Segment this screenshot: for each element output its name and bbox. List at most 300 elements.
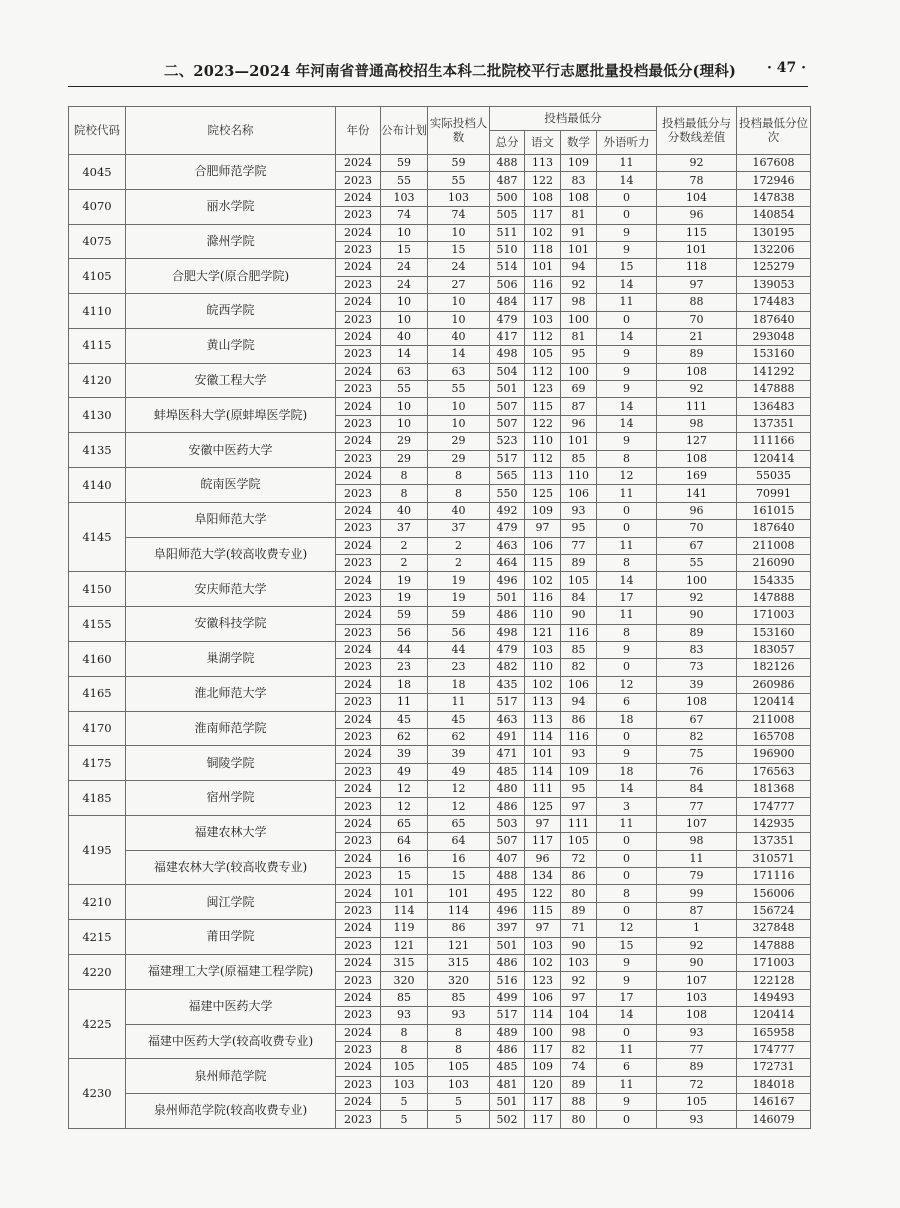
cell-total: 486 xyxy=(490,607,525,624)
cell-total: 504 xyxy=(490,363,525,380)
cell-chinese: 102 xyxy=(525,954,561,971)
cell-plan: 37 xyxy=(381,520,428,537)
cell-chinese: 112 xyxy=(525,450,561,467)
institution-code: 4115 xyxy=(69,328,126,363)
institution-name: 福建农林大学(较高收费专业) xyxy=(126,850,336,885)
col-rank-label: 投档最低分位次 xyxy=(739,116,808,144)
institution-name: 福建农林大学 xyxy=(126,815,336,850)
cell-actual: 19 xyxy=(428,572,490,589)
cell-math: 92 xyxy=(561,972,597,989)
cell-actual: 18 xyxy=(428,676,490,693)
cell-diff: 73 xyxy=(657,659,737,676)
cell-total: 523 xyxy=(490,433,525,450)
cell-math: 94 xyxy=(561,259,597,276)
cell-rank: 176563 xyxy=(737,763,811,780)
cell-rank: 174777 xyxy=(737,798,811,815)
cell-listening: 11 xyxy=(597,815,657,832)
cell-diff: 89 xyxy=(657,624,737,641)
cell-rank: 142935 xyxy=(737,815,811,832)
cell-plan: 55 xyxy=(381,172,428,189)
cell-diff: 96 xyxy=(657,502,737,519)
cell-year: 2024 xyxy=(336,815,381,832)
institution-code: 4230 xyxy=(69,1059,126,1129)
cell-diff: 67 xyxy=(657,711,737,728)
cell-math: 85 xyxy=(561,641,597,658)
cell-diff: 93 xyxy=(657,1111,737,1128)
cell-total: 480 xyxy=(490,781,525,798)
cell-listening: 9 xyxy=(597,954,657,971)
cell-rank: 196900 xyxy=(737,746,811,763)
cell-actual: 12 xyxy=(428,781,490,798)
cell-chinese: 102 xyxy=(525,224,561,241)
cell-math: 97 xyxy=(561,989,597,1006)
institution-code: 4105 xyxy=(69,259,126,294)
cell-plan: 5 xyxy=(381,1111,428,1128)
cell-chinese: 122 xyxy=(525,885,561,902)
cell-listening: 11 xyxy=(597,294,657,311)
cell-listening: 11 xyxy=(597,537,657,554)
cell-plan: 59 xyxy=(381,607,428,624)
cell-rank: 165708 xyxy=(737,728,811,745)
cell-listening: 6 xyxy=(597,1059,657,1076)
cell-math: 90 xyxy=(561,937,597,954)
cell-chinese: 115 xyxy=(525,902,561,919)
cell-math: 101 xyxy=(561,241,597,258)
cell-plan: 16 xyxy=(381,850,428,867)
cell-chinese: 103 xyxy=(525,641,561,658)
cell-math: 106 xyxy=(561,485,597,502)
cell-math: 86 xyxy=(561,711,597,728)
cell-chinese: 101 xyxy=(525,259,561,276)
cell-total: 503 xyxy=(490,815,525,832)
cell-math: 74 xyxy=(561,1059,597,1076)
cell-total: 498 xyxy=(490,346,525,363)
cell-year: 2024 xyxy=(336,572,381,589)
institution-name: 宿州学院 xyxy=(126,781,336,816)
cell-actual: 93 xyxy=(428,1007,490,1024)
cell-actual: 10 xyxy=(428,398,490,415)
cell-actual: 10 xyxy=(428,294,490,311)
cell-plan: 101 xyxy=(381,885,428,902)
cell-diff: 92 xyxy=(657,381,737,398)
cell-actual: 15 xyxy=(428,241,490,258)
cell-plan: 14 xyxy=(381,346,428,363)
cell-plan: 10 xyxy=(381,415,428,432)
cell-actual: 23 xyxy=(428,659,490,676)
cell-year: 2023 xyxy=(336,172,381,189)
institution-code: 4185 xyxy=(69,781,126,816)
cell-plan: 24 xyxy=(381,276,428,293)
cell-listening: 12 xyxy=(597,920,657,937)
cell-listening: 0 xyxy=(597,659,657,676)
cell-chinese: 117 xyxy=(525,294,561,311)
institution-name: 莆田学院 xyxy=(126,920,336,955)
cell-chinese: 111 xyxy=(525,781,561,798)
cell-diff: 108 xyxy=(657,450,737,467)
institution-name: 皖南医学院 xyxy=(126,468,336,503)
cell-diff: 70 xyxy=(657,311,737,328)
cell-rank: 174777 xyxy=(737,1041,811,1058)
cell-diff: 84 xyxy=(657,781,737,798)
cell-listening: 14 xyxy=(597,781,657,798)
table-row xyxy=(69,189,811,206)
cell-chinese: 110 xyxy=(525,659,561,676)
cell-diff: 127 xyxy=(657,433,737,450)
cell-year: 2023 xyxy=(336,311,381,328)
cell-plan: 93 xyxy=(381,1007,428,1024)
cell-listening: 0 xyxy=(597,520,657,537)
cell-rank: 154335 xyxy=(737,572,811,589)
cell-listening: 0 xyxy=(597,902,657,919)
cell-math: 92 xyxy=(561,276,597,293)
cell-plan: 320 xyxy=(381,972,428,989)
col-listening-header: 外语听力 xyxy=(597,131,657,155)
cell-rank: 183057 xyxy=(737,641,811,658)
cell-rank: 172946 xyxy=(737,172,811,189)
cell-math: 82 xyxy=(561,1041,597,1058)
cell-rank: 130195 xyxy=(737,224,811,241)
cell-diff: 76 xyxy=(657,763,737,780)
cell-rank: 153160 xyxy=(737,346,811,363)
cell-chinese: 96 xyxy=(525,850,561,867)
col-rank-header xyxy=(737,107,811,155)
cell-actual: 12 xyxy=(428,798,490,815)
cell-actual: 15 xyxy=(428,868,490,885)
cell-chinese: 123 xyxy=(525,381,561,398)
institution-code: 4110 xyxy=(69,294,126,329)
institution-code: 4145 xyxy=(69,502,126,572)
cell-rank: 147838 xyxy=(737,189,811,206)
cell-diff: 101 xyxy=(657,241,737,258)
cell-diff: 107 xyxy=(657,972,737,989)
cell-math: 95 xyxy=(561,346,597,363)
cell-plan: 10 xyxy=(381,311,428,328)
cell-diff: 141 xyxy=(657,485,737,502)
cell-actual: 19 xyxy=(428,589,490,606)
cell-listening: 9 xyxy=(597,972,657,989)
cell-math: 81 xyxy=(561,207,597,224)
cell-actual: 10 xyxy=(428,311,490,328)
institution-name: 合肥师范学院 xyxy=(126,155,336,190)
cell-rank: 211008 xyxy=(737,711,811,728)
cell-rank: 171116 xyxy=(737,868,811,885)
cell-total: 487 xyxy=(490,172,525,189)
cell-plan: 18 xyxy=(381,676,428,693)
institution-code: 4225 xyxy=(69,989,126,1059)
institution-code: 4220 xyxy=(69,954,126,989)
cell-plan: 8 xyxy=(381,1041,428,1058)
cell-year: 2023 xyxy=(336,659,381,676)
cell-math: 77 xyxy=(561,537,597,554)
cell-listening: 0 xyxy=(597,502,657,519)
cell-math: 108 xyxy=(561,189,597,206)
cell-math: 116 xyxy=(561,728,597,745)
cell-year: 2024 xyxy=(336,781,381,798)
table-row xyxy=(69,1024,811,1041)
cell-diff: 97 xyxy=(657,276,737,293)
cell-plan: 23 xyxy=(381,659,428,676)
cell-chinese: 102 xyxy=(525,676,561,693)
col-diff-header xyxy=(657,107,737,155)
cell-listening: 9 xyxy=(597,363,657,380)
table-row xyxy=(69,746,811,763)
cell-listening: 14 xyxy=(597,328,657,345)
cell-actual: 105 xyxy=(428,1059,490,1076)
cell-year: 2024 xyxy=(336,1024,381,1041)
cell-total: 463 xyxy=(490,711,525,728)
cell-math: 85 xyxy=(561,450,597,467)
cell-math: 110 xyxy=(561,468,597,485)
cell-diff: 103 xyxy=(657,989,737,1006)
cell-year: 2024 xyxy=(336,676,381,693)
cell-listening: 15 xyxy=(597,259,657,276)
cell-plan: 59 xyxy=(381,155,428,172)
cell-rank: 172731 xyxy=(737,1059,811,1076)
cell-listening: 0 xyxy=(597,207,657,224)
cell-year: 2023 xyxy=(336,763,381,780)
cell-year: 2024 xyxy=(336,328,381,345)
cell-listening: 14 xyxy=(597,398,657,415)
institution-name: 淮南师范学院 xyxy=(126,711,336,746)
cell-actual: 2 xyxy=(428,537,490,554)
col-actual-label: 实际投档人数 xyxy=(429,116,488,144)
cell-listening: 0 xyxy=(597,189,657,206)
cell-rank: 147888 xyxy=(737,589,811,606)
cell-actual: 37 xyxy=(428,520,490,537)
cell-plan: 12 xyxy=(381,798,428,815)
cell-total: 496 xyxy=(490,572,525,589)
cell-rank: 140854 xyxy=(737,207,811,224)
cell-listening: 11 xyxy=(597,485,657,502)
cell-actual: 103 xyxy=(428,189,490,206)
cell-listening: 0 xyxy=(597,833,657,850)
cell-actual: 59 xyxy=(428,607,490,624)
cell-chinese: 125 xyxy=(525,798,561,815)
cell-plan: 10 xyxy=(381,224,428,241)
cell-math: 103 xyxy=(561,954,597,971)
cell-total: 397 xyxy=(490,920,525,937)
cell-plan: 56 xyxy=(381,624,428,641)
cell-listening: 15 xyxy=(597,937,657,954)
cell-math: 69 xyxy=(561,381,597,398)
table-row xyxy=(69,572,811,589)
cell-listening: 0 xyxy=(597,868,657,885)
cell-chinese: 109 xyxy=(525,1059,561,1076)
table-row xyxy=(69,537,811,554)
cell-year: 2024 xyxy=(336,1059,381,1076)
institution-name: 丽水学院 xyxy=(126,189,336,224)
cell-math: 71 xyxy=(561,920,597,937)
cell-chinese: 117 xyxy=(525,833,561,850)
institution-name: 福建中医药大学(较高收费专业) xyxy=(126,1024,336,1059)
table-row xyxy=(69,468,811,485)
cell-rank: 136483 xyxy=(737,398,811,415)
cell-diff: 118 xyxy=(657,259,737,276)
cell-year: 2024 xyxy=(336,850,381,867)
cell-total: 506 xyxy=(490,276,525,293)
institution-name: 泉州师范学院 xyxy=(126,1059,336,1094)
cell-listening: 9 xyxy=(597,241,657,258)
cell-chinese: 117 xyxy=(525,1041,561,1058)
cell-year: 2024 xyxy=(336,259,381,276)
cell-chinese: 120 xyxy=(525,1076,561,1093)
institution-code: 4165 xyxy=(69,676,126,711)
cell-diff: 98 xyxy=(657,415,737,432)
cell-actual: 24 xyxy=(428,259,490,276)
table-row xyxy=(69,328,811,345)
cell-rank: 55035 xyxy=(737,468,811,485)
cell-diff: 82 xyxy=(657,728,737,745)
cell-diff: 169 xyxy=(657,468,737,485)
cell-listening: 8 xyxy=(597,554,657,571)
cell-rank: 120414 xyxy=(737,1007,811,1024)
cell-actual: 40 xyxy=(428,502,490,519)
cell-diff: 115 xyxy=(657,224,737,241)
cell-actual: 27 xyxy=(428,276,490,293)
cell-chinese: 118 xyxy=(525,241,561,258)
cell-diff: 92 xyxy=(657,155,737,172)
cell-listening: 11 xyxy=(597,1041,657,1058)
cell-chinese: 112 xyxy=(525,363,561,380)
cell-listening: 8 xyxy=(597,450,657,467)
cell-listening: 0 xyxy=(597,850,657,867)
cell-total: 486 xyxy=(490,798,525,815)
cell-actual: 74 xyxy=(428,207,490,224)
cell-chinese: 114 xyxy=(525,1007,561,1024)
table-row xyxy=(69,676,811,693)
institution-name: 闽江学院 xyxy=(126,885,336,920)
cell-diff: 77 xyxy=(657,798,737,815)
cell-year: 2024 xyxy=(336,363,381,380)
cell-rank: 293048 xyxy=(737,328,811,345)
cell-year: 2023 xyxy=(336,589,381,606)
table-row xyxy=(69,294,811,311)
cell-plan: 8 xyxy=(381,485,428,502)
cell-rank: 120414 xyxy=(737,694,811,711)
cell-total: 507 xyxy=(490,833,525,850)
cell-year: 2023 xyxy=(336,833,381,850)
cell-plan: 5 xyxy=(381,1094,428,1111)
institution-name: 巢湖学院 xyxy=(126,641,336,676)
cell-math: 96 xyxy=(561,415,597,432)
cell-chinese: 102 xyxy=(525,572,561,589)
cell-chinese: 114 xyxy=(525,728,561,745)
cell-diff: 77 xyxy=(657,1041,737,1058)
institution-name: 阜阳师范大学 xyxy=(126,502,336,537)
cell-plan: 44 xyxy=(381,641,428,658)
institution-code: 4195 xyxy=(69,815,126,885)
cell-total: 498 xyxy=(490,624,525,641)
cell-rank: 182126 xyxy=(737,659,811,676)
cell-chinese: 101 xyxy=(525,746,561,763)
cell-chinese: 122 xyxy=(525,415,561,432)
cell-chinese: 113 xyxy=(525,711,561,728)
cell-plan: 29 xyxy=(381,433,428,450)
cell-year: 2023 xyxy=(336,207,381,224)
cell-actual: 44 xyxy=(428,641,490,658)
cell-plan: 62 xyxy=(381,728,428,745)
cell-year: 2024 xyxy=(336,641,381,658)
cell-total: 481 xyxy=(490,1076,525,1093)
cell-actual: 64 xyxy=(428,833,490,850)
cell-diff: 11 xyxy=(657,850,737,867)
cell-actual: 85 xyxy=(428,989,490,1006)
institution-code: 4045 xyxy=(69,155,126,190)
cell-math: 88 xyxy=(561,1094,597,1111)
cell-plan: 2 xyxy=(381,554,428,571)
page-header xyxy=(68,56,808,87)
cell-year: 2023 xyxy=(336,937,381,954)
institution-code: 4155 xyxy=(69,607,126,642)
cell-chinese: 121 xyxy=(525,624,561,641)
cell-listening: 14 xyxy=(597,415,657,432)
cell-listening: 17 xyxy=(597,989,657,1006)
cell-rank: 147888 xyxy=(737,381,811,398)
institution-name: 皖西学院 xyxy=(126,294,336,329)
cell-total: 511 xyxy=(490,224,525,241)
cell-listening: 0 xyxy=(597,728,657,745)
cell-plan: 8 xyxy=(381,468,428,485)
cell-listening: 18 xyxy=(597,711,657,728)
cell-year: 2023 xyxy=(336,624,381,641)
cell-math: 81 xyxy=(561,328,597,345)
cell-total: 482 xyxy=(490,659,525,676)
cell-math: 98 xyxy=(561,294,597,311)
table-row xyxy=(69,259,811,276)
cell-math: 89 xyxy=(561,902,597,919)
table-row xyxy=(69,954,811,971)
cell-diff: 78 xyxy=(657,172,737,189)
cell-total: 517 xyxy=(490,450,525,467)
cell-rank: 137351 xyxy=(737,415,811,432)
cell-total: 501 xyxy=(490,937,525,954)
cell-diff: 87 xyxy=(657,902,737,919)
cell-listening: 12 xyxy=(597,468,657,485)
cell-year: 2024 xyxy=(336,954,381,971)
col-code-header: 院校代码 xyxy=(69,107,126,155)
cell-year: 2023 xyxy=(336,346,381,363)
cell-diff: 90 xyxy=(657,607,737,624)
cell-total: 479 xyxy=(490,520,525,537)
cell-plan: 12 xyxy=(381,781,428,798)
cell-listening: 9 xyxy=(597,1094,657,1111)
cell-diff: 111 xyxy=(657,398,737,415)
table-row xyxy=(69,398,811,415)
cell-rank: 161015 xyxy=(737,502,811,519)
cell-listening: 14 xyxy=(597,572,657,589)
cell-year: 2023 xyxy=(336,1076,381,1093)
cell-total: 464 xyxy=(490,554,525,571)
cell-total: 485 xyxy=(490,763,525,780)
cell-total: 417 xyxy=(490,328,525,345)
cell-diff: 88 xyxy=(657,294,737,311)
cell-diff: 67 xyxy=(657,537,737,554)
table-row xyxy=(69,363,811,380)
cell-plan: 114 xyxy=(381,902,428,919)
table-row xyxy=(69,1059,811,1076)
cell-year: 2023 xyxy=(336,450,381,467)
cell-total: 565 xyxy=(490,468,525,485)
cell-math: 109 xyxy=(561,155,597,172)
cell-total: 471 xyxy=(490,746,525,763)
cell-total: 495 xyxy=(490,885,525,902)
cell-listening: 9 xyxy=(597,381,657,398)
cell-plan: 45 xyxy=(381,711,428,728)
cell-diff: 105 xyxy=(657,1094,737,1111)
institution-name: 安徽科技学院 xyxy=(126,607,336,642)
cell-chinese: 113 xyxy=(525,155,561,172)
cell-plan: 10 xyxy=(381,398,428,415)
